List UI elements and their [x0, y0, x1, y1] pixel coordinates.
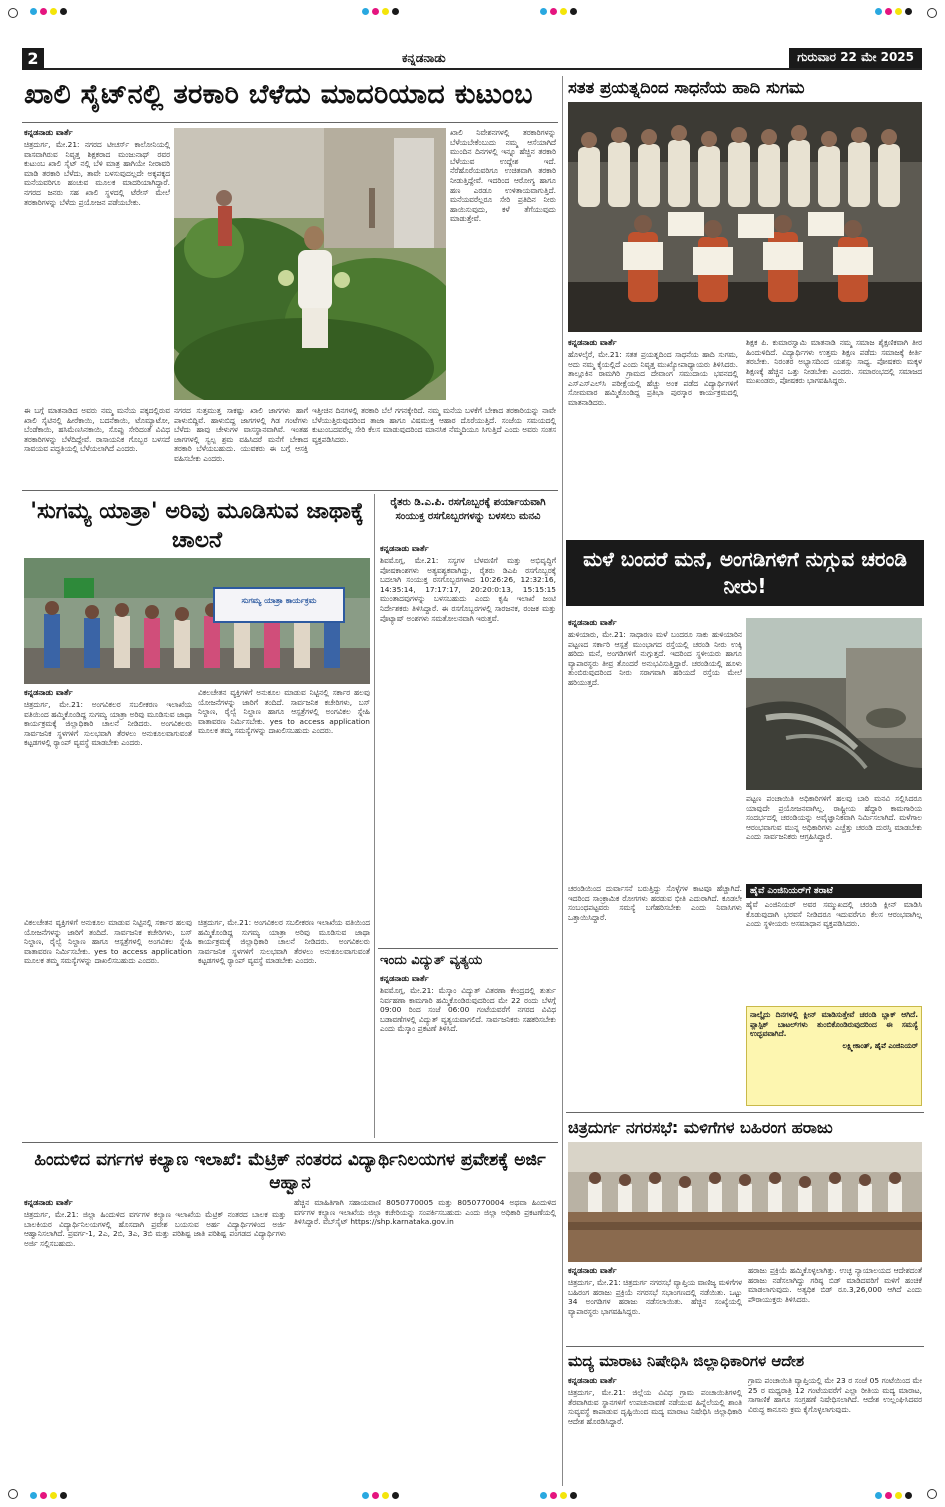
registration-mark [8, 8, 18, 18]
column [568, 884, 742, 1106]
article-accessibility [22, 494, 372, 914]
column [24, 918, 192, 1136]
banner-text: ಸುಗಮ್ಯ ಯಾತ್ರಾ ಕಾರ್ಯಕ್ರಮ [241, 596, 317, 605]
quote-attribution: ಲಕ್ಷ್ಮೀಕಾಂತ್, ಹೈವೆ ಎಂಜಿನಿಯರ್ [842, 1041, 918, 1050]
column [380, 544, 556, 942]
rally-photo [24, 558, 370, 684]
article-success [566, 76, 924, 536]
color-dots [362, 8, 399, 15]
color-dots [875, 8, 912, 15]
byline: ಕನ್ನಡನಾಡು ವಾರ್ತೆ [568, 1266, 617, 1275]
byline: ಕನ್ನಡನಾಡು ವಾರ್ತೆ [568, 618, 617, 627]
column [24, 1198, 286, 1336]
article-rainwater [566, 540, 924, 1108]
color-dots [362, 1492, 399, 1499]
issue-date: ಗುರುವಾರ 22 ಮೇ 2025 [789, 48, 922, 68]
drain-water-photo [746, 618, 922, 790]
article-power [378, 952, 558, 1138]
byline: ಕನ್ನಡನಾಡು ವಾರ್ತೆ [24, 128, 73, 137]
body-text: ಚಿತ್ರದುರ್ಗ, ಮೇ.21: ನಗರದ ಟೀಚರ್ಸ್ ಕಾಲೋನಿಯಲ್ಲಿ ವಾಸವಾಗಿರುವ ನಿವೃತ್ತ ಶಿಕ್ಷಕರಾದ ಮಂಜುನಾಥ್ ರವರ ಕುಟುಂಬ ಖಾಲಿ ಸೈಟ್ ನಲ್ಲಿ ಬೆಳಿ ಮಾತ್ರ ಹಾಗಿಯೇ ನೀರಾವರಿ ಮಾಡಿ ತರಕಾರಿ ಬೆಳೆದು, ತಾವೇ ಬಳಸುವುದಲ್ಲದೇ ಅಕ್ಕಪಕ್ಕದ ಮನೆಯವರಿಗೂ ಹಂಚುವ ಮೂಲಕ ಮಾದರಿಯಾಗಿದ್ದಾರೆ. ನಗರದ ಜನರು ಸಹ ಖಾಲಿ ಸ್ಥಳದಲ್ಲಿ ಟೆರೇಸ್ ಮೇಲೆ ತರಕಾರಿಗಳನ್ನು ಬೆಳೆದು ಪ್ರಯೋಜನ ಪಡೆಯಬೇಕು. [24, 140, 170, 207]
body-text: ಗ್ರಾಮ ಪಂಚಾಯಿತಿ ವ್ಯಾಪ್ತಿಯಲ್ಲಿ ಮೇ 23 ರ ಸಂಜೆ 05 ಗಂಟೆಯಿಂದ ಮೇ 25 ರ ಮಧ್ಯರಾತ್ರಿ 12 ಗಂಟೆಯವರೆಗೆ ಎಲ್ಲಾ ರೀತಿಯ ಮದ್ಯ ಮಾರಾಟ, ಸಾಗಾಣಿಕೆ ಹಾಗೂ ಸಂಗ್ರಹಣೆ ನಿಷೇಧಿಸಲಾಗಿದೆ. ಆದೇಶ ಉಲ್ಲಂಘಿಸಿದವರ ವಿರುದ್ಧ ಕಾನೂನು ಕ್ರಮ ಕೈಗೊಳ್ಳಲಾಗುವುದು. [748, 1376, 922, 1414]
color-dots [540, 8, 577, 15]
column [450, 128, 556, 400]
body-text: ಹೈವೆ ಎಂಜಿನಿಯರ್ ಅವರ ಸಮ್ಮುಖದಲ್ಲಿ ಚರಂಡಿ ಕ್ಲೀನ್ ಮಾಡಿಸಿ ಕೊಡುವುದಾಗಿ ಭರವಸೆ ನೀಡಿದರೂ ಇದುವರೆಗೂ ಕೆಲಸ ಆರಂಭವಾಗಿಲ್ಲ ಎಂದು ಸ್ಥಳೀಯರು ಅಸಮಾಧಾನ ವ್ಯಕ್ತಪಡಿಸಿದರು. [746, 900, 922, 929]
vegetable-garden-photo [174, 128, 446, 400]
column [312, 406, 556, 484]
subheading: ಹೈವೆ ಎಂಜಿನಿಯರ್‌ಗೆ ತರಾಟೆ [746, 884, 922, 898]
headline: ಮದ್ಯ ಮಾರಾಟ ನಿಷೇಧಿಸಿ ಜಿಲ್ಲಾಧಿಕಾರಿಗಳ ಆದೇಶ [568, 1352, 805, 1370]
column [568, 338, 738, 534]
column [198, 918, 370, 1136]
article-hostel [22, 1146, 558, 1486]
column [294, 1198, 556, 1336]
article-liquor [566, 1350, 924, 1486]
quote-text: ನಾಲ್ಕೈದು ದಿನಗಳಲ್ಲಿ ಕ್ಲೀನ್ ಮಾಡಿಸುತ್ತೇವೆ ಚರಂಡಿ ಬ್ಲಾಕ್ ಆಗಿದೆ. ಪ್ಲಾಸ್ಟಿಕ್ ಬಾಟಲ್‌ಗಳು ತುಂಬಿಕೊಂಡಿರುವುದರಿಂದ ಈ ಸಮಸ್ಯೆ ಉದ್ಭವವಾಗಿದೆ. [750, 1010, 918, 1039]
headline: ಹಿಂದುಳಿದ ವರ್ಗಗಳ ಕಲ್ಯಾಣ ಇಲಾಖೆ: ಮೆಟ್ರಿಕ್ ನಂತರದ ವಿದ್ಯಾರ್ಥಿನಿಲಯಗಳ ಪ್ರವೇಶಕ್ಕೆ ಅರ್ಜಿ ಆಹ್ವಾನ [34, 1150, 546, 1193]
column [174, 406, 308, 484]
byline: ಕನ್ನಡನಾಡು ವಾರ್ತೆ [380, 544, 429, 553]
body-text: ನಗರದ ಸುತ್ತಮುತ್ತ ಸಾಕಷ್ಟು ಖಾಲಿ ಜಾಗಗಳು ಹಾಗೆ ಪಾಳುಬಿದ್ದಿವೆ. ಹಾಳುಬಿದ್ದ ಜಾಗಗಳಲ್ಲಿ ಗಿಡ ಗಂಟೆಗಳು ಬೆಳೆದು ಹಾವು ಚೇಳುಗಳ ವಾಸಸ್ಥಾನವಾಗಿವೆ. ಇಂತಹ ಜಾಗಗಳಲ್ಲಿ ಸ್ವಲ್ಪ ಶ್ರಮ ವಹಿಸಿದರೆ ಮನೆಗೆ ಬೇಕಾದ ತರಕಾರಿ ಬೆಳೆಯಬಹುದು. ಯುವಕರು ಈ ಬಗ್ಗೆ ಆಸಕ್ತಿ ವಹಿಸಬೇಕು ಎಂದರು. [174, 406, 308, 463]
column [568, 1376, 742, 1484]
body-text: ಹುಳಿಯಾರು, ಮೇ.21: ಸಾಧಾರಣ ಮಳೆ ಬಂದರೂ ಸಾಕು ಹುಳಿಯಾರಿನ ಪಟ್ಟಣದ ಸರ್ಕಾರಿ ಆಸ್ಪತ್ರೆ ಮುಂಭಾಗದ ರಸ್ತೆಯಲ್ಲಿ ಚರಂಡಿ ನೀರು ಉಕ್ಕಿ ಹರಿದು ಮನೆ, ಅಂಗಡಿಗಳಿಗೆ ನುಗ್ಗುತ್ತದೆ. ಇದರಿಂದ ಸ್ಥಳೀಯರು ಹಾಗೂ ವ್ಯಾಪಾರಸ್ಥರು ತೀವ್ರ ತೊಂದರೆ ಅನುಭವಿಸುತ್ತಿದ್ದಾರೆ. ಚರಂಡಿಯಲ್ಲಿ ಹೂಳು ತುಂಬಿರುವುದರಿಂದ ನೀರು ಸರಾಗವಾಗಿ ಹರಿಯದೆ ರಸ್ತೆಯ ಮೇಲೆ ಹರಿಯುತ್ತದೆ. [568, 630, 742, 687]
article-farmers [378, 494, 558, 944]
article-accessibility-continued [22, 918, 372, 1138]
body-text: ಶಿಕ್ಷಕ ಪಿ. ಕುಮಾರಸ್ವಾಮಿ ಮಾತನಾಡಿ ನಮ್ಮ ಸಮಾಜ ಶೈಕ್ಷಣಿಕವಾಗಿ ತೀರ ಹಿಂದುಳಿದಿದೆ. ವಿದ್ಯಾರ್ಥಿಗಳು ಉತ್ತಮ ಶಿಕ್ಷಣ ಪಡೆದು ಸಮಾಜಕ್ಕೆ ಕೀರ್ತಿ ತರಬೇಕು. ನಿರಂತರ ಅಭ್ಯಾಸದಿಂದ ಯಶಸ್ಸು ಸಾಧ್ಯ. ಪೋಷಕರು ಮಕ್ಕಳ ಶಿಕ್ಷಣಕ್ಕೆ ಹೆಚ್ಚಿನ ಒತ್ತು ನೀಡಬೇಕು ಎಂದರು. ಸಮಾರಂಭದಲ್ಲಿ ಸಮಾಜದ ಮುಖಂಡರು, ಪೋಷಕರು ಭಾಗವಹಿಸಿದ್ದರು. [746, 338, 922, 386]
body-text: ಹರಾಜು ಪ್ರಕ್ರಿಯೆ ಹಮ್ಮಿಕೊಳ್ಳಲಾಗಿತ್ತು. ಉಚ್ಛ ನ್ಯಾಯಾಲಯದ ಆದೇಶದಂತೆ ಹರಾಜು ನಡೆಸಲಾಗಿದ್ದು ಗರಿಷ್ಠ ಬಿಡ್ ಮಾಡಿದವರಿಗೆ ಮಳಿಗೆ ಹಂಚಿಕೆ ಮಾಡಲಾಗುವುದು. ಅತ್ಯಧಿಕ ಬಿಡ್ ರೂ.3,26,000 ಆಗಿದೆ ಎಂದು ಪೌರಾಯುಕ್ತರು ತಿಳಿಸಿದರು. [748, 1266, 922, 1304]
headline: ರೈತರು ಡಿ.ಎ.ಪಿ. ರಸಗೊಬ್ಬರಕ್ಕೆ ಪರ್ಯಾಯವಾಗಿ ಸಂಯುಕ್ತ ರಸಗೊಬ್ಬರಗಳನ್ನು ಬಳಸಲು ಮನವಿ [390, 497, 546, 522]
byline: ಕನ್ನಡನಾಡು ವಾರ್ತೆ [568, 338, 617, 347]
body-text: ವಿಕಲಚೇತನ ವ್ಯಕ್ತಿಗಳಿಗೆ ಅನುಕೂಲ ಮಾಡುವ ನಿಟ್ಟಿನಲ್ಲಿ ಸರ್ಕಾರ ಹಲವು ಯೋಜನೆಗಳನ್ನು ಜಾರಿಗೆ ತಂದಿದೆ. ಸಾರ್ವಜನಿಕ ಕಚೇರಿಗಳು, ಬಸ್ ನಿಲ್ದಾಣ, ರೈಲ್ವೆ ನಿಲ್ದಾಣ ಹಾಗೂ ಆಸ್ಪತ್ರೆಗಳಲ್ಲಿ ಅಂಗವಿಕಲ ಸ್ನೇಹಿ ವಾತಾವರಣ ನಿರ್ಮಿಸಬೇಕು. yes to access application ಮೂಲಕ ತಮ್ಮ ಸಮಸ್ಯೆಗಳನ್ನು ದಾಖಲಿಸಬಹುದು ಎಂದರು. [24, 918, 192, 966]
column [746, 884, 922, 1004]
column [748, 1376, 922, 1484]
column [748, 1266, 922, 1340]
byline: ಕನ್ನಡನಾಡು ವಾರ್ತೆ [24, 688, 73, 697]
article-vegetables [22, 76, 558, 486]
column [24, 128, 170, 400]
color-dots [30, 1492, 67, 1499]
registration-mark [927, 1489, 937, 1499]
body-text: ಚಿತ್ರದುರ್ಗ, ಮೇ.21: ಅಂಗವಿಕಲರ ಸಬಲೀಕರಣ ಇಲಾಖೆಯ ವತಿಯಿಂದ ಹಮ್ಮಿಕೊಂಡಿದ್ದ ಸುಗಮ್ಯ ಯಾತ್ರಾ ಅರಿವು ಮೂಡಿಸುವ ಜಾಥಾ ಕಾರ್ಯಕ್ರಮಕ್ಕೆ ಜಿಲ್ಲಾಧಿಕಾರಿ ಚಾಲನೆ ನೀಡಿದರು. ಅಂಗವಿಕಲರು ಸಾರ್ವಜನಿಕ ಸ್ಥಳಗಳಿಗೆ ಸುಲಭವಾಗಿ ತೆರಳಲು ಅನುಕೂಲವಾಗುವಂತೆ ಕಟ್ಟಡಗಳಲ್ಲಿ ರ‍್ಯಾಂಪ್ ವ್ಯವಸ್ಥೆ ಮಾಡಬೇಕು ಎಂದರು. [198, 918, 370, 966]
body-text: ಚಿತ್ರದುರ್ಗ, ಮೇ.21: ಜಿಲ್ಲಾ ಹಿಂದುಳಿದ ವರ್ಗಗಳ ಕಲ್ಯಾಣ ಇಲಾಖೆಯ ಮೆಟ್ರಿಕ್ ನಂತರದ ಬಾಲಕ ಮತ್ತು ಬಾಲಕಿಯರ ವಿದ್ಯಾರ್ಥಿನಿಲಯಗಳಲ್ಲಿ ಹೊಸದಾಗಿ ಪ್ರವೇಶ ಬಯಸುವ ಅರ್ಹ ವಿದ್ಯಾರ್ಥಿಗಳಿಂದ ಅರ್ಜಿ ಆಹ್ವಾನಿಸಲಾಗಿದೆ. ಪ್ರವರ್ಗ-1, 2ಎ, 2ಬಿ, 3ಎ, 3ಬಿ ಮತ್ತು ಪರಿಶಿಷ್ಟ ಜಾತಿ ಪರಿಶಿಷ್ಟ ಪಂಗಡದ ವಿದ್ಯಾರ್ಥಿಗಳು ಅರ್ಜಿ ಸಲ್ಲಿಸಬಹುದು. [24, 1210, 286, 1248]
byline: ಕನ್ನಡನಾಡು ವಾರ್ತೆ [568, 1376, 617, 1385]
column [746, 338, 922, 534]
headline: ಸತತ ಪ್ರಯತ್ನದಿಂದ ಸಾಧನೆಯ ಹಾದಿ ಸುಗಮ [568, 78, 805, 97]
body-text: ಚಿತ್ರದುರ್ಗ, ಮೇ.21: ಚಿತ್ರದುರ್ಗ ನಗರಸಭೆ ವ್ಯಾಪ್ತಿಯ ವಾಣಿಜ್ಯ ಮಳಿಗೆಗಳ ಬಹಿರಂಗ ಹರಾಜು ಪ್ರಕ್ರಿಯೆ ನಗರಸಭೆ ಸಭಾಂಗಣದಲ್ಲಿ ನಡೆಯಿತು. ಒಟ್ಟು 34 ಅಂಗಡಿಗಳ ಹರಾಜು ನಡೆಸಲಾಯಿತು. ಹೆಚ್ಚಿನ ಸಂಖ್ಯೆಯಲ್ಲಿ ವ್ಯಾಪಾರಸ್ಥರು ಭಾಗವಹಿಸಿದ್ದರು. [568, 1278, 742, 1316]
page-number: 2 [22, 48, 44, 70]
registration-mark [8, 1489, 18, 1499]
color-dots [30, 8, 67, 15]
byline: ಕನ್ನಡನಾಡು ವಾರ್ತೆ [24, 1198, 73, 1207]
color-dots [540, 1492, 577, 1499]
column [568, 1266, 742, 1340]
column [24, 688, 192, 912]
body-text: ಚರಂಡಿಯಿಂದ ದುರ್ವಾಸನೆ ಬರುತ್ತಿದ್ದು ಸೊಳ್ಳೆಗಳ ಕಾಟವೂ ಹೆಚ್ಚಾಗಿದೆ. ಇದರಿಂದ ಸಾಂಕ್ರಾಮಿಕ ರೋಗಗಳು ಹರಡುವ ಭೀತಿ ಎದುರಾಗಿದೆ. ಕೂಡಲೇ ಸಂಬಂಧಪಟ್ಟವರು ಸಮಸ್ಯೆ ಬಗೆಹರಿಸಬೇಕು ಎಂದು ನಿವಾಸಿಗಳು ಒತ್ತಾಯಿಸಿದ್ದಾರೆ. [568, 884, 742, 922]
body-text: ಶಿವಮೊಗ್ಗ, ಮೇ.21: ಸಸ್ಯಗಳ ಬೆಳವಣಿಗೆ ಮತ್ತು ಅಭಿವೃದ್ಧಿಗೆ ಪೋಷಕಾಂಶಗಳು ಅತ್ಯವಶ್ಯಕವಾಗಿದ್ದು, ರೈತರು ಡಿಎಪಿ ರಸಗೊಬ್ಬರಕ್ಕೆ ಬದಲಾಗಿ ಸಂಯುಕ್ತ ರಸಗೊಬ್ಬರಗಳಾದ 10:26:26, 12:32:16, 14:35:14, 17:17:17, 20:20:0:13, 15:15:15 ಮುಂತಾದವುಗಳನ್ನು ಬಳಸಬಹುದು ಎಂದು ಕೃಷಿ ಇಲಾಖೆ ಜಂಟಿ ನಿರ್ದೇಶಕರು ತಿಳಿಸಿದ್ದಾರೆ. ಈ ರಸಗೊಬ್ಬರಗಳಲ್ಲಿ ಸಾರಜನಕ, ರಂಜಕ ಮತ್ತು ಪೊಟ್ಯಾಷ್ ಅಂಶಗಳು ಸಮತೋಲನವಾಗಿ ಇರುತ್ತವೆ. [380, 556, 556, 623]
body-text: ಶಿವಮೊಗ್ಗ, ಮೇ.21: ಮೆಸ್ಕಾಂ ವಿದ್ಯುತ್ ವಿತರಣಾ ಕೇಂದ್ರದಲ್ಲಿ ತುರ್ತು ನಿರ್ವಹಣಾ ಕಾಮಗಾರಿ ಹಮ್ಮಿಕೊಂಡಿರುವುದರಿಂದ ಮೇ 22 ರಂದು ಬೆಳಗ್ಗೆ 09:00 ರಿಂದ ಸಂಜೆ 06:00 ಗಂಟೆಯವರೆಗೆ ನಗರದ ವಿವಿಧ ಬಡಾವಣೆಗಳಲ್ಲಿ ವಿದ್ಯುತ್ ವ್ಯತ್ಯಯವಾಗಲಿದೆ. ಸಾರ್ವಜನಿಕರು ಸಹಕರಿಸಬೇಕು ಎಂದು ಮೆಸ್ಕಾಂ ಪ್ರಕಟಣೆ ತಿಳಿಸಿದೆ. [380, 986, 556, 1034]
column [746, 794, 922, 878]
column [380, 974, 556, 1136]
article-auction [566, 1116, 924, 1342]
headline: ಮಳೆ ಬಂದರೆ ಮನೆ, ಅಂಗಡಿಗಳಿಗೆ ನುಗ್ಗುವ ಚರಂಡಿ ನೀರು! [583, 547, 907, 598]
body-text: ಹೆಚ್ಚಿನ ಮಾಹಿತಿಗಾಗಿ ಸಹಾಯವಾಣಿ 8050770005 ಮತ್ತು 8050770004 ಅಥವಾ ಹಿಂದುಳಿದ ವರ್ಗಗಳ ಕಲ್ಯಾಣ ಇಲಾಖೆಯ ಜಿಲ್ಲಾ ಕಚೇರಿಯನ್ನು ಸಂಪರ್ಕಿಸಬಹುದು ಎಂದು ಜಿಲ್ಲಾ ಅಧಿಕಾರಿ ಪ್ರಕಟಣೆಯಲ್ಲಿ ತಿಳಿಸಿದ್ದಾರೆ. ವೆಬ್‌ಸೈಟ್ https://shp.karnataka.gov.in [294, 1198, 556, 1227]
body-text: ಹೊಳಲ್ಕೆರೆ, ಮೇ.21: ಸತತ ಪ್ರಯತ್ನದಿಂದ ಸಾಧನೆಯ ಹಾದಿ ಸುಗಮ, ಅದು ನಮ್ಮ ಕೈಯಲ್ಲಿದೆ ಎಂದು ನಿವೃತ್ತ ಮುಖ್ಯೋಪಾಧ್ಯಾಯರು ತಿಳಿಸಿದರು. ತಾಲ್ಲೂಕಿನ ರಾಮಗಿರಿ ಗ್ರಾಮದ ದೇವಾಂಗ ಸಮುದಾಯ ಭವನದಲ್ಲಿ ಎಸ್‌ಎಸ್‌ಎಲ್‌ಸಿ ಪರೀಕ್ಷೆಯಲ್ಲಿ ಹೆಚ್ಚು ಅಂಕ ಪಡೆದ ವಿದ್ಯಾರ್ಥಿಗಳಿಗೆ ಸೋಮವಾರ ಹಮ್ಮಿಕೊಂಡಿದ್ದ ಪ್ರತಿಭಾ ಪುರಸ್ಕಾರ ಕಾರ್ಯಕ್ರಮದಲ್ಲಿ ಮಾತನಾಡಿದರು. [568, 350, 738, 407]
registration-mark [927, 8, 937, 18]
headline: ಇಂದು ವಿದ್ಯುತ್ ವ್ಯತ್ಯಯ [380, 953, 483, 968]
award-ceremony-photo [568, 102, 922, 332]
body-text: ಈ ಬಗ್ಗೆ ಮಾತನಾಡಿದ ಅವರು ನಮ್ಮ ಮನೆಯ ಪಕ್ಕದಲ್ಲಿರುವ ಖಾಲಿ ಸೈಟಿನಲ್ಲಿ ಹೀರೆಕಾಯಿ, ಬದನೆಕಾಯಿ, ಟೊಮ್ಯಾಟೋ, ಬೆಂಡೆಕಾಯಿ, ಹಸಿಮೆಣಸಿನಕಾಯಿ, ಸೊಪ್ಪು ಸೇರಿದಂತೆ ವಿವಿಧ ತರಕಾರಿಗಳನ್ನು ಬೆಳೆದಿದ್ದೇವೆ. ರಾಸಾಯನಿಕ ಗೊಬ್ಬರ ಬಳಸದೆ ಸಾವಯವ ಪದ್ಧತಿಯಲ್ಲಿ ಬೆಳೆಯಲಾಗಿದೆ ಎಂದರು. [24, 406, 170, 454]
headline: ಖಾಲಿ ಸೈಟ್‌ನಲ್ಲಿ ತರಕಾರಿ ಬೆಳೆದು ಮಾದರಿಯಾದ ಕುಟುಂಬ [24, 79, 533, 110]
byline: ಕನ್ನಡನಾಡು ವಾರ್ತೆ [380, 974, 429, 983]
headline: 'ಸುಗಮ್ಯ ಯಾತ್ರಾ' ಅರಿವು ಮೂಡಿಸುವ ಜಾಥಾಕ್ಕೆ ಚಾಲನೆ [30, 499, 364, 553]
color-dots [875, 1492, 912, 1499]
quote-box [746, 1006, 922, 1106]
paper-name: ಕನ್ನಡನಾಡು [402, 51, 446, 65]
masthead [22, 48, 922, 70]
body-text: ಇತ್ತೀಚಿನ ದಿನಗಳಲ್ಲಿ ತರಕಾರಿ ಬೆಲೆ ಗಗನಕ್ಕೇರಿದೆ. ನಮ್ಮ ಮನೆಯ ಬಳಕೆಗೆ ಬೇಕಾದ ತರಕಾರಿಯನ್ನು ನಾವೇ ಬೆಳೆಯುತ್ತಿರುವುದರಿಂದ ತಾಜಾ ಹಾಗೂ ವಿಷಮುಕ್ತ ಆಹಾರ ದೊರೆಯುತ್ತಿದೆ. ಸಂಜೆಯ ಸಮಯದಲ್ಲಿ ಕುಟುಂಬದವರೆಲ್ಲ ಸೇರಿ ಕೆಲಸ ಮಾಡುವುದರಿಂದ ಮಾನಸಿಕ ನೆಮ್ಮದಿಯೂ ಸಿಗುತ್ತಿದೆ ಎಂದು ಅವರು ಸಂತಸ ವ್ಯಕ್ತಪಡಿಸಿದರು. [312, 406, 556, 444]
column [198, 688, 370, 912]
body-text: ಚಿತ್ರದುರ್ಗ, ಮೇ.21: ಅಂಗವಿಕಲರ ಸಬಲೀಕರಣ ಇಲಾಖೆಯ ವತಿಯಿಂದ ಹಮ್ಮಿಕೊಂಡಿದ್ದ ಸುಗಮ್ಯ ಯಾತ್ರಾ ಅರಿವು ಮೂಡಿಸುವ ಜಾಥಾ ಕಾರ್ಯಕ್ರಮಕ್ಕೆ ಜಿಲ್ಲಾಧಿಕಾರಿ ಚಾಲನೆ ನೀಡಿದರು. ಅಂಗವಿಕಲರು ಸಾರ್ವಜನಿಕ ಸ್ಥಳಗಳಿಗೆ ಸುಲಭವಾಗಿ ತೆರಳಲು ಅನುಕೂಲವಾಗುವಂತೆ ಕಟ್ಟಡಗಳಲ್ಲಿ ರ‍್ಯಾಂಪ್ ವ್ಯವಸ್ಥೆ ಮಾಡಬೇಕು ಎಂದರು. [24, 700, 192, 748]
column [24, 406, 170, 484]
body-text: ವಿಕಲಚೇತನ ವ್ಯಕ್ತಿಗಳಿಗೆ ಅನುಕೂಲ ಮಾಡುವ ನಿಟ್ಟಿನಲ್ಲಿ ಸರ್ಕಾರ ಹಲವು ಯೋಜನೆಗಳನ್ನು ಜಾರಿಗೆ ತಂದಿದೆ. ಸಾರ್ವಜನಿಕ ಕಚೇರಿಗಳು, ಬಸ್ ನಿಲ್ದಾಣ, ರೈಲ್ವೆ ನಿಲ್ದಾಣ ಹಾಗೂ ಆಸ್ಪತ್ರೆಗಳಲ್ಲಿ ಅಂಗವಿಕಲ ಸ್ನೇಹಿ ವಾತಾವರಣ ನಿರ್ಮಿಸಬೇಕು. yes to access application ಮೂಲಕ ತಮ್ಮ ಸಮಸ್ಯೆಗಳನ್ನು ದಾಖಲಿಸಬಹುದು ಎಂದರು. [198, 688, 370, 736]
body-text: ಖಾಲಿ ನಿವೇಶನಗಳಲ್ಲಿ ತರಕಾರಿಗಳನ್ನು ಬೆಳೆಯಬೇಕೆಂಬುದು ನಮ್ಮ ಆಸೆಯಾಗಿದೆ ಮುಂದಿನ ದಿನಗಳಲ್ಲಿ ಇನ್ನೂ ಹೆಚ್ಚಿನ ತರಕಾರಿ ಬೆಳೆಯುವ ಉದ್ದೇಶ ಇದೆ. ನೆರೆಹೊರೆಯವರಿಗೂ ಉಚಿತವಾಗಿ ತರಕಾರಿ ನೀಡುತ್ತಿದ್ದೇವೆ. ಇದರಿಂದ ಆರೋಗ್ಯ ಹಾಗೂ ಹಣ ಎರಡೂ ಉಳಿತಾಯವಾಗುತ್ತಿದೆ. ಮನೆಯವರೆಲ್ಲರೂ ಸೇರಿ ಪ್ರತಿದಿನ ನೀರು ಹಾಯಿಸುವುದು, ಕಳೆ ತೆಗೆಯುವುದು ಮಾಡುತ್ತೇವೆ. [450, 128, 556, 224]
council-hall-photo [568, 1142, 922, 1262]
headline: ಚಿತ್ರದುರ್ಗ ನಗರಸಭೆ: ಮಳಿಗೆಗಳ ಬಹಿರಂಗ ಹರಾಜು [568, 1118, 833, 1137]
column [568, 618, 742, 878]
body-text: ಪಟ್ಟಣ ಪಂಚಾಯಿತಿ ಅಧಿಕಾರಿಗಳಿಗೆ ಹಲವು ಬಾರಿ ಮನವಿ ಸಲ್ಲಿಸಿದರೂ ಯಾವುದೇ ಪ್ರಯೋಜನವಾಗಿಲ್ಲ. ರಾಷ್ಟ್ರೀಯ ಹೆದ್ದಾರಿ ಕಾಮಗಾರಿಯ ಸಂದರ್ಭದಲ್ಲಿ ಚರಂಡಿಯನ್ನು ಅವೈಜ್ಞಾನಿಕವಾಗಿ ನಿರ್ಮಿಸಲಾಗಿದೆ. ಮಳೆಗಾಲ ಆರಂಭವಾಗುವ ಮುನ್ನ ಅಧಿಕಾರಿಗಳು ಎಚ್ಚೆತ್ತು ಚರಂಡಿ ದುರಸ್ತಿ ಮಾಡಬೇಕು ಎಂದು ಸಾರ್ವಜನಿಕರು ಆಗ್ರಹಿಸಿದ್ದಾರೆ. [746, 794, 922, 842]
body-text: ಚಿತ್ರದುರ್ಗ, ಮೇ.21: ಜಿಲ್ಲೆಯ ವಿವಿಧ ಗ್ರಾಮ ಪಂಚಾಯಿತಿಗಳಲ್ಲಿ ತೆರವಾಗಿರುವ ಸ್ಥಾನಗಳಿಗೆ ಉಪಚುನಾವಣೆ ನಡೆಯುವ ಹಿನ್ನೆಲೆಯಲ್ಲಿ ಶಾಂತಿ ಸುವ್ಯವಸ್ಥೆ ಕಾಪಾಡುವ ದೃಷ್ಟಿಯಿಂದ ಮದ್ಯ ಮಾರಾಟ ನಿಷೇಧಿಸಿ ಜಿಲ್ಲಾಧಿಕಾರಿ ಆದೇಶ ಹೊರಡಿಸಿದ್ದಾರೆ. [568, 1388, 742, 1426]
